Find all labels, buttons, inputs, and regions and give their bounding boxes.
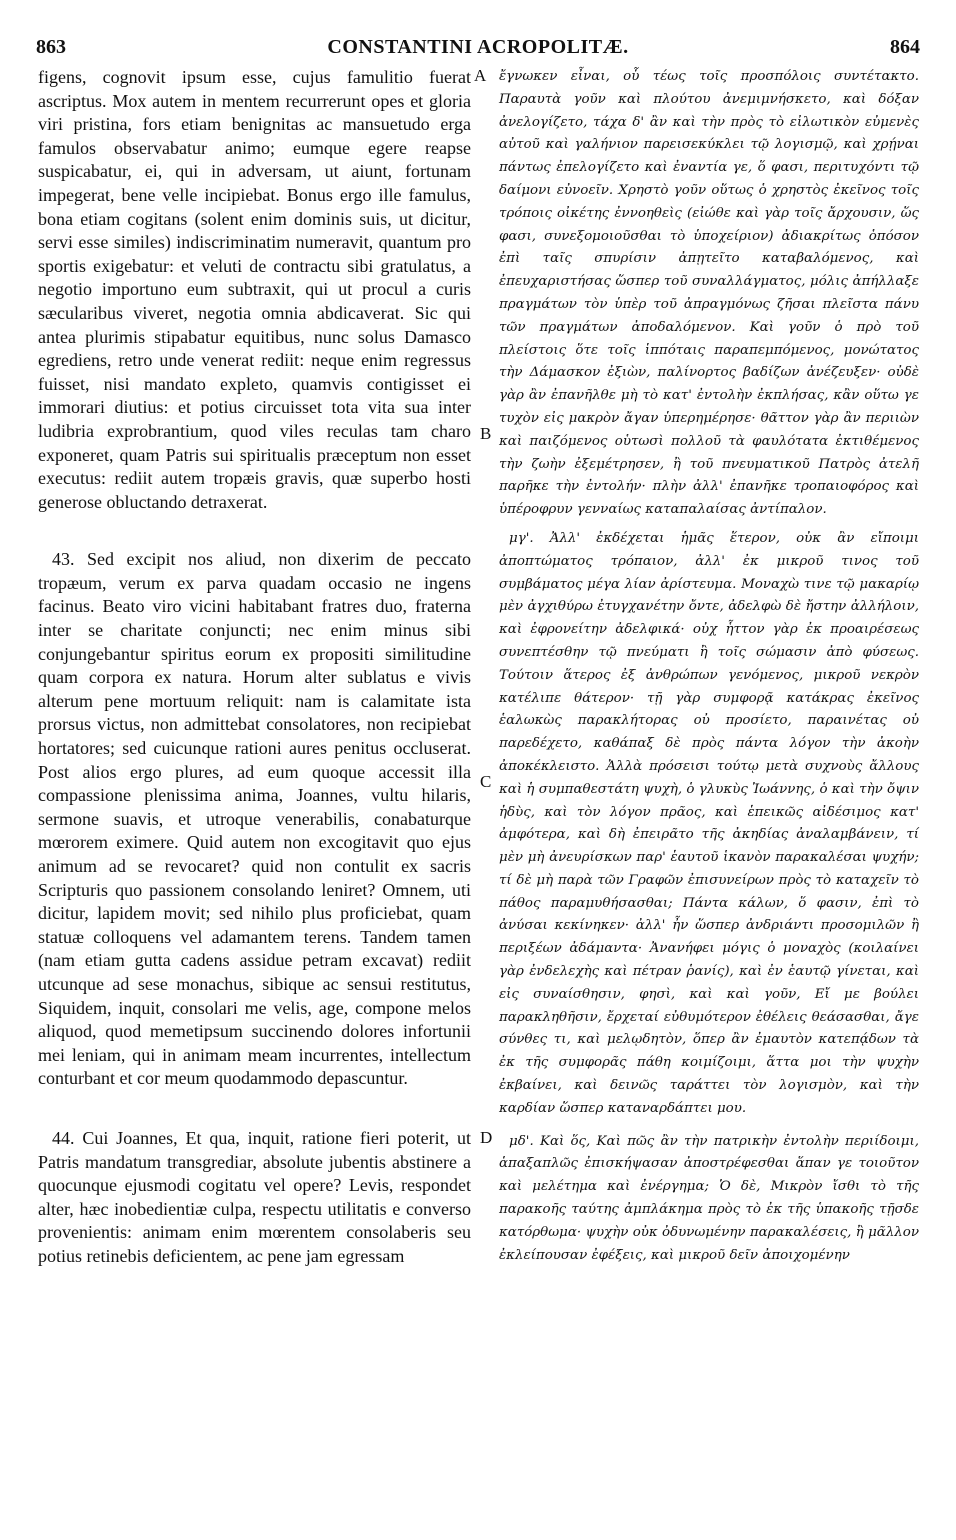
column-marker-a: A xyxy=(474,66,487,85)
page-number-left: 863 xyxy=(36,36,66,58)
latin-column xyxy=(38,66,471,1269)
latin-section-43: 43. Sed excipit nos aliud, non dixerim de peccato tropæum, verum ex parva quadam occasio ne ingens facinus. Beato viro vicini habitabant fratres duo, fraterna inter se charitate conjuncti; nec enim minus sibi conjungebantur spiritus eorum ex propositi similitudine quam corpora ex natura. Horum alter sublatus e vivis alterum pene mortuum reliquit: nam is calamitate ista prorsus victus, non admittebat consolatores, non recipiebat hortatores; sed cuicunque rationi aures penitus occluserat. Post alios ergo plures, ad eum quoque accessit illa compassione plenissima anima, Joannes, vultu hilaris, sermone suavis, et utroque venerabilis, conabaturque mœrorem eximere. Quid autem non excogitavit quo ejus animum ad se revocaret? quid non contulit ex sacris Scripturis quo passionem consolando leniret? Omnem, uti dicitur, lapidem movit; sed nihilo plus proficiebat, quam statuæ colloquens vel adamantem terens. Tandem tamen (nam etiam gutta cadens assidue petram excavat) rediit utcunque ad sese monachus, sibique ac sensui restitutus, Siquidem, inquit, consolari me velis, age, compone melos aliquod, quod memetipsum succinendo dolores infortunii mei leniam, qui in animam meam incurrentes, intellectum conturbant et cor meum quodammodo depascuntur. xyxy=(38,549,471,1089)
greek-section-43: μγ'. Ἀλλ' ἐκδέχεται ἡμᾶς ἕτερον, οὐκ ἂν εἴποιμι ἀποπτώματος τρόπαιον, ἀλλ' ἐκ μικροῦ τινος τοῦ συμβάματος μέγα λίαν ἀρίστευμα. Μοναχὼ τινε τῷ μακαρίῳ μὲν ἀγχιθύρω ἐτυγχανέτην ὄντε, ἀδελφὼ δὲ ἤστην ἀλλήλοιν, καὶ ἐφρονείτην ἀδελφικά· οὐχ ἧττον γὰρ ἐκ προαιρέσεως συνεπτέσθην τῷ πνεύματι ἢ τοῖς σώμασιν ἀπὸ φύσεως. Τούτοιν ἅτερος ἐξ ἀνθρώπων γενόμενος, μικροῦ νεκρὸν κατέλιπε θάτερον· τῇ γὰρ συμφορᾷ κατάκρας ἐκεῖνος ἑαλωκὼς παρακλήτορας οὐ προσίετο, παραινέτας οὐ παρεδέχετο, καθάπαξ δὲ πρὸς πάντα λόγον τὴν ἀκοὴν ἀποκέκλειστο. Ἀλλὰ πρόσεισι τούτῳ μετὰ συχνοὺς ἄλλους καὶ ἡ συμπαθεστάτη ψυχὴ, ὁ γλυκὺς Ἰωάννης, ὁ καὶ τὴν ὄψιν ἡδὺς, καὶ τὸν λόγον πρᾶος, καὶ ἑπεικῶς αἰδέσιμος κατ' ἀμφότερα, καὶ δὴ ἐπειρᾶτο τῆς ἀκηδίας ἀναλαμβάνειν, τί μὲν μὴ ἀνευρίσκων παρ' ἑαυτοῦ ἱκανὸν παρακαλέσαι ψυχήν; τί δὲ μὴ παρὰ τῶν Γραφῶν ἐπισυνείρων πρὸς τὸ καταχεῖν τὸ πάθος παραμυθήσασθαι; Πάντα κάλων, ὅ φασιν, ἐπὶ τὸ ἀνύσαι κεκίνηκεν· ἀλλ' ἦν ὥσπερ ἀνδριάντι προσομιλῶν ἢ περιξέων ἀδάμαντα· Ἀνανήφει μόγις ὁ μοναχὸς (κοιλαίνει γὰρ ἐνδελεχὴς καὶ πέτραν ῥανίς), καὶ ἐν ἑαυτῷ γίνεται, καὶ εἰς συναίσθησιν, φησὶ, καὶ καὶ γοῦν, Εἴ με βούλει παρακληθῆσιν, ἔρχεταί εὐθυμότερον ἐθέλεις θεάσασθαι, ἄγε σύνθες τι, καὶ μελῳδητὸν, ὅπερ ἂν ἐμαυτὸν κατεπᾴδων τὰ ἐκ τῆς συμφορᾶς πάθη κοιμίζοιμι, ἅττα μοι τὴν ψυχὴν ἐκβαίνει, καὶ δεινῶς ταράττει τὸν λογισμὸν, καὶ τὴν καρδίαν ὥσπερ καταναρδάπτει μου. xyxy=(499,530,919,1116)
greek-paragraph: ἔγνωκεν εἶναι, οὗ τέως τοῖς προσπόλοις συντέτακτο. Παραυτὰ γοῦν καὶ πλούτου ἀνεμιμνήσκετο, καὶ δόξαν ἀνελογίζετο, τάχα δ' ἂν καὶ τὴν πρὸς τὸ εἰλωτικὸν εὐμενὲς αὐτοῦ καὶ γαλήνιον παρεισεκύκλει τῷ λογισμῷ, καὶ χρῄναι πάντως ἐπελογίζετο καὶ ἐναντία γε, ὅ φασι, περιτυχόντι τῷ δαίμονι εὐνοεῖν. Χρηστὸ γοῦν οὕτως ὁ χρηστὸς ἐκεῖνος τοῖς τρόποις οἰκέτης ἐννοηθεὶς (εἰώθε καὶ γὰρ τοῖς ἄρχουσιν, ὥς φασι, συνεξομοιοῦσθαι τὸ ὑποχείριον) ἀδιακρίτως ὁπόσον ἐπὶ ταῖς σπυρίσιν ἀπῃτεῖτο καταβαλόμενος, καὶ ἐπευχαριστήσας ὥσπερ τοῦ συναλλάγματος, μόλις ἀπήλλαξε πραγμάτων τὸν ὑπὲρ τοῦ ἀπραγμόνως ζῆσαι πλεῖστα πάνυ τῶν πραγμάτων ἀποδαλόμενον. Καὶ γοῦν ὁ πρὸ τοῦ πλείστοις ὅτε τοῖς ἱππόταις παραπεμπόμενος, μονώτατος τὴν Δάμασκον ἐξιὼν, παλίνορτος βαδίζων ἀνέζευξεν· οὐδὲ γὰρ ἂν ἐπανῆλθε μὴ τὸ κατ' ἐντολὴν ἐκπλήσας, κἂν οὕτω γε τυχὸν εἰς μακρὸν ἄγαν ὑπερημέρησε· θᾶττον γὰρ ἂν περιιὼν καὶ παιζόμενος οὑτωσὶ πολλοῦ τὰ φαυλότατα ἐκτιθέμενος τὴν ζωὴν ἐξεμέτρησεν, ἢ τοῦ πνευματικοῦ Πατρὸς ἀτελῆ παρῆκε τὴν ἐντολήν· πλὴν ἀλλ' ἐπανῆκε τροπαιοφόρος καὶ ὑπέροφρυν γενναίως καταπαλαίσας ἀντίπαλον. xyxy=(499,69,919,518)
latin-section-44: 44. Cui Joannes, Et qua, inquit, ratione fieri poterit, ut Patris mandatum transgrediar, absolute jubentis abstinere a quocunque ejusmodi cogitatu vel opere? Levis, respondet alter, hæc inobedientiæ culpa, respectu utilitatis e converso provenientis: animam enim mœrentem consolaberis seu potius retinebis deficientem, ac pene jam egressam xyxy=(38,1127,471,1266)
latin-paragraph: figens, cognovit ipsum esse, cujus famulitio fuerat ascriptus. Mox autem in mentem recurrerunt opes et gloria viri pristina, fors etiam benignitas ac mansuetudo erga famulos observabatur animo; eumque egere reapse suspicabatur, ei, qui in adversam, ut aiunt, fortunam impegerat, bene velle incipiebat. Bonus ergo ille famulus, bona etiam cogitans (solent enim dominis suis, ut dicitur, servi esse similes) indiscriminatim numeravit, quantum pro sportis exigebatur: et veluti de contractu sibi gratulatus, a negotio importuno eum subtraxit, qui ut procul a curis sæcularibus viveret, negotia omnia abdicaverat. Sic qui antea plurimis stipabatur equitibus, nunc solus Damasco egrediens, retro unde venerat rediit: neque enim regressus fuisset, nisi mandato expleto, quamvis contigisset ei immorari diutius: et potius circuisset tota vita sua inter ludibria exprobrantium, quod viles reculas tam charo exponeret, quam Patris sui spiritualis præceptum non esset executus: rediit autem tropæis gravis, quæ superbo hosti generose obluctando detraxerat. xyxy=(38,67,471,512)
column-marker-c: C xyxy=(480,772,492,791)
column-marker-d: D xyxy=(480,1128,493,1147)
page-number-right: 864 xyxy=(890,36,920,58)
greek-column xyxy=(499,66,919,1267)
column-marker-b: B xyxy=(480,424,492,443)
greek-section-44: μδ'. Καὶ ὅς, Καὶ πῶς ἂν τὴν πατρικὴν ἐντολὴν περιίδοιμι, ἁπαξαπλῶς ἐπισκήψασαν ἀποστρέφεσθαι ἅπαν γε τοιοῦτον καὶ μελέτημα καὶ ἐνέργημα; Ὁ δὲ, Μικρὸν ἴσθι τὸ τῆς παρακοῆς ταύτης ἀμπλάκημα πρὸς τὸ ἐκ τῆς ὑπακοῆς τῇσδε κατόρθωμα· ψυχὴν οὐκ ὀδυνωμένην παρακαλέσεις, ἢ μᾶλλον ἐκλείπουσαν ἐφέξεις, καὶ μικροῦ δεῖν ἀποιχομένην xyxy=(499,1133,919,1263)
running-title: CONSTANTINI ACROPOLITÆ. xyxy=(327,36,629,58)
running-header xyxy=(36,36,920,64)
